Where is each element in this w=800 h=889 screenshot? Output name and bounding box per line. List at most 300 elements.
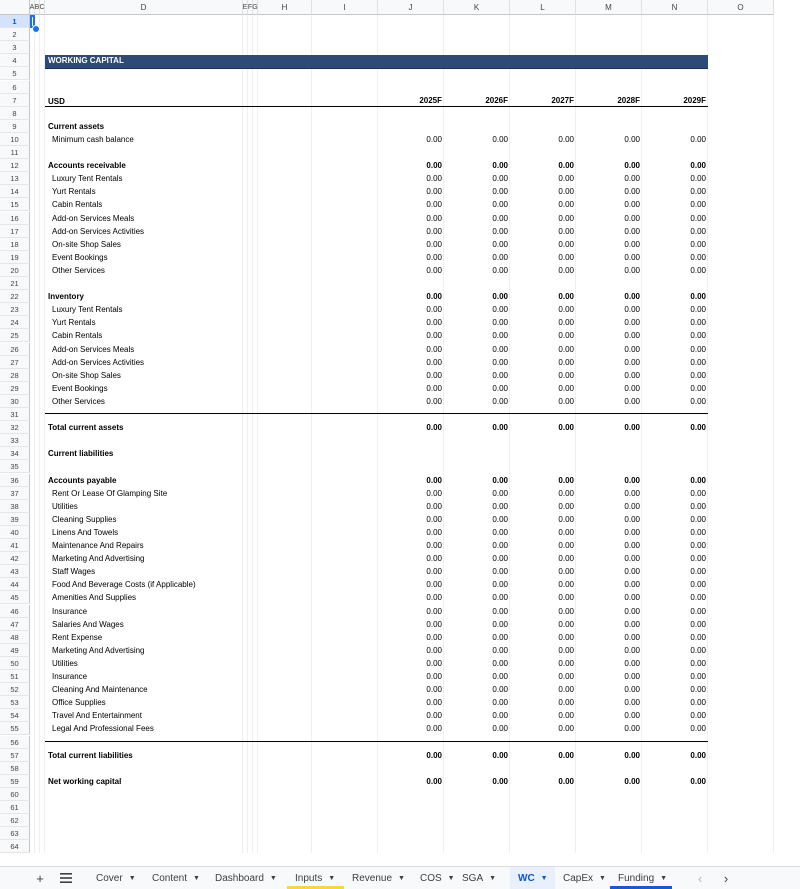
value-cell: 0.00 [690,580,706,590]
tab-funding[interactable] [610,867,672,889]
value-cell: 0.00 [492,645,508,655]
value-cell: 0.00 [426,488,442,498]
value-cell: 0.00 [624,200,640,210]
value-cell: 0.00 [624,488,640,498]
value-cell: 0.00 [690,698,706,708]
row-header-56[interactable]: 56 [0,736,30,749]
row-header-45[interactable]: 45 [0,591,30,604]
column-header-m[interactable]: M [576,0,642,15]
row-header-63[interactable]: 63 [0,827,30,840]
value-cell: 0.00 [426,698,442,708]
tab-cos[interactable] [412,867,454,889]
value-cell: 0.00 [624,305,640,315]
value-cell: 0.00 [624,213,640,223]
value-cell: 0.00 [426,672,442,681]
value-cell: 0.00 [624,239,640,249]
value-cell: 0.00 [690,685,706,695]
value-cell: 0.00 [492,776,508,786]
section-banner [45,55,708,69]
value-cell: 0.00 [558,580,574,590]
row-header-20[interactable]: 20 [0,264,30,277]
value-cell: 0.00 [690,672,706,681]
year-header: 2028F [617,95,640,105]
unit-label: USD [48,97,65,106]
caret-down-icon[interactable]: ▼ [599,874,606,882]
tab-label: Cover [96,872,123,884]
value-cell: 0.00 [492,567,508,577]
row-label: Marketing And Advertising [52,645,145,655]
value-cell: 0.00 [558,685,574,695]
row-label: Salaries And Wages [52,619,124,629]
value-cell: 0.00 [558,658,574,668]
gridline [257,15,258,853]
row-header-9[interactable]: 9 [0,120,30,133]
row-header-61[interactable]: 61 [0,801,30,814]
value-cell: 0.00 [492,475,508,485]
caret-down-icon[interactable]: ▼ [660,874,668,882]
row-label: Add-on Services Activities [52,357,145,367]
value-cell: 0.00 [558,632,574,642]
value-cell: 0.00 [690,619,706,629]
value-cell: 0.00 [624,292,640,302]
value-cell: 0.00 [690,331,706,341]
value-cell: 0.00 [558,475,574,485]
value-cell: 0.00 [558,606,574,616]
value-cell: 0.00 [624,174,640,184]
value-cell: 0.00 [426,161,442,171]
value-cell: 0.00 [690,606,706,616]
tab-label: Content [152,872,188,884]
row-header-39[interactable]: 39 [0,513,30,526]
value-cell: 0.00 [624,632,640,642]
column-header-h[interactable]: H [258,0,312,15]
row-header-47[interactable]: 47 [0,618,30,631]
value-cell: 0.00 [624,580,640,590]
column-header-n[interactable]: N [642,0,708,15]
row-header-31[interactable]: 31 [0,408,30,421]
row-label: Cleaning Supplies [52,514,117,524]
column-header-c[interactable]: C [40,0,45,15]
value-cell: 0.00 [690,501,706,511]
value-cell: 0.00 [558,488,574,498]
value-cell: 0.00 [624,698,640,708]
value-cell: 0.00 [426,632,442,642]
caret-down-icon[interactable]: ▼ [447,874,455,882]
all-sheets-button[interactable] [56,867,76,889]
tab-label: Funding [618,872,655,884]
value-cell: 0.00 [624,685,640,695]
value-cell: 0.00 [492,554,508,564]
value-cell: 0.00 [624,724,640,734]
scroll-tabs-right-button[interactable] [716,867,736,889]
tab-wc[interactable] [510,867,555,889]
value-cell: 0.00 [558,383,574,393]
value-cell: 0.00 [426,776,442,786]
value-cell: 0.00 [426,370,442,380]
tab-label: SGA [462,872,484,884]
value-cell: 0.00 [426,567,442,577]
caret-down-icon[interactable]: ▼ [193,874,200,882]
chevron-right-icon: › [723,870,729,886]
value-cell: 0.00 [690,357,706,367]
row-label: Total current assets [48,423,124,433]
gridline [509,15,510,853]
row-label: Current assets [48,121,105,131]
row-header-30[interactable]: 30 [0,395,30,408]
row-header-53[interactable]: 53 [0,696,30,709]
row-header-1[interactable]: 1 [0,15,30,28]
value-cell: 0.00 [492,174,508,184]
value-cell: 0.00 [690,541,706,550]
tab-inputs[interactable] [287,867,344,889]
row-label: Food And Beverage Costs (if Applicable) [52,580,196,590]
tab-content[interactable] [144,867,206,889]
value-cell: 0.00 [426,187,442,197]
row-header-17[interactable]: 17 [0,225,30,238]
value-cell: 0.00 [492,527,508,537]
value-cell: 0.00 [492,632,508,642]
row-header-48[interactable]: 48 [0,631,30,644]
value-cell: 0.00 [624,776,640,786]
value-cell: 0.00 [624,226,640,236]
value-cell: 0.00 [426,724,442,734]
total-rule [45,741,708,742]
value-cell: 0.00 [558,541,574,550]
gridline [39,15,40,853]
row-header-54[interactable]: 54 [0,709,30,722]
value-cell: 0.00 [624,658,640,668]
value-cell: 0.00 [426,541,442,550]
value-cell: 0.00 [690,645,706,655]
chevron-left-icon: ‹ [697,870,703,886]
row-label: Cabin Rentals [52,200,103,210]
value-cell: 0.00 [492,606,508,616]
row-header-49[interactable]: 49 [0,644,30,657]
select-all-corner[interactable] [0,0,30,15]
value-cell: 0.00 [624,619,640,629]
value-cell: 0.00 [690,475,706,485]
gridline [311,15,312,853]
row-label: Utilities [52,658,78,668]
value-cell: 0.00 [624,750,640,760]
value-cell: 0.00 [624,134,640,144]
row-header-6[interactable]: 6 [0,81,30,94]
value-cell: 0.00 [426,619,442,629]
value-cell: 0.00 [492,685,508,695]
gridline [34,15,35,853]
value-cell: 0.00 [492,698,508,708]
value-cell: 0.00 [558,213,574,223]
row-header-51[interactable]: 51 [0,670,30,683]
row-header-35[interactable]: 35 [0,460,30,473]
value-cell: 0.00 [426,685,442,695]
value-cell: 0.00 [558,252,574,262]
row-header-58[interactable]: 58 [0,762,30,775]
value-cell: 0.00 [690,239,706,249]
row-header-38[interactable]: 38 [0,500,30,513]
value-cell: 0.00 [690,226,706,236]
caret-down-icon[interactable]: ▼ [540,874,548,882]
row-label: Accounts receivable [48,161,126,171]
value-cell: 0.00 [558,370,574,380]
column-header-f[interactable]: F [248,0,253,15]
row-label: Luxury Tent Rentals [52,305,123,315]
value-cell: 0.00 [492,305,508,315]
value-cell: 0.00 [492,423,508,433]
row-header-23[interactable]: 23 [0,303,30,316]
value-cell: 0.00 [426,357,442,367]
value-cell: 0.00 [624,567,640,577]
fill-handle[interactable] [32,25,40,33]
row-header-29[interactable]: 29 [0,382,30,395]
total-rule [45,413,708,414]
row-label: Insurance [52,672,88,681]
value-cell: 0.00 [426,239,442,249]
row-label: On-site Shop Sales [52,239,121,249]
tab-label: COS [420,872,442,884]
value-cell: 0.00 [492,593,508,603]
row-label: Other Services [52,265,105,275]
tab-label: WC [518,872,535,884]
column-header-d[interactable]: D [45,0,243,15]
value-cell: 0.00 [426,593,442,603]
tab-sga[interactable] [454,867,500,889]
value-cell: 0.00 [492,318,508,328]
row-header-57[interactable]: 57 [0,749,30,762]
row-header-25[interactable]: 25 [0,329,30,342]
value-cell: 0.00 [624,161,640,171]
column-header-b[interactable]: B [35,0,40,15]
row-label: Utilities [52,501,78,511]
row-header-4[interactable]: 4 [0,54,30,67]
year-header: 2027F [551,95,574,105]
value-cell: 0.00 [558,593,574,603]
row-header-19[interactable]: 19 [0,251,30,264]
row-header-50[interactable]: 50 [0,657,30,670]
row-header-15[interactable]: 15 [0,198,30,211]
value-cell: 0.00 [492,357,508,367]
row-header-13[interactable]: 13 [0,172,30,185]
value-cell: 0.00 [492,134,508,144]
row-label: Rent Or Lease Of Glamping Site [52,488,168,498]
row-label: Event Bookings [52,383,108,393]
value-cell: 0.00 [690,200,706,210]
value-cell: 0.00 [426,344,442,354]
row-header-18[interactable]: 18 [0,238,30,251]
value-cell: 0.00 [492,658,508,668]
row-header-41[interactable]: 41 [0,539,30,552]
value-cell: 0.00 [690,750,706,760]
gridline [242,15,243,853]
value-cell: 0.00 [558,645,574,655]
value-cell: 0.00 [492,672,508,681]
value-cell: 0.00 [624,252,640,262]
value-cell: 0.00 [624,331,640,341]
row-header-43[interactable]: 43 [0,565,30,578]
column-header-l[interactable]: L [510,0,576,15]
tab-dashboard[interactable] [207,867,287,889]
tab-label: Revenue [352,872,393,884]
row-header-55[interactable]: 55 [0,722,30,735]
row-header-33[interactable]: 33 [0,434,30,447]
row-header-46[interactable]: 46 [0,605,30,618]
value-cell: 0.00 [426,501,442,511]
value-cell: 0.00 [690,370,706,380]
value-cell: 0.00 [558,344,574,354]
gridline [575,15,576,853]
gridline [641,15,642,853]
column-header-a[interactable]: A [30,0,35,15]
row-header-60[interactable]: 60 [0,788,30,801]
value-cell: 0.00 [426,423,442,433]
value-cell: 0.00 [492,514,508,524]
row-header-62[interactable]: 62 [0,814,30,827]
caret-down-icon[interactable]: ▼ [489,874,497,882]
row-header-37[interactable]: 37 [0,487,30,500]
row-label: On-site Shop Sales [52,370,121,380]
row-label: Luxury Tent Rentals [52,174,123,184]
value-cell: 0.00 [426,527,442,537]
row-label: Current liabilities [48,449,114,459]
row-header-11[interactable]: 11 [0,146,30,159]
row-label: Amenities And Supplies [52,593,137,603]
value-cell: 0.00 [492,370,508,380]
value-cell: 0.00 [558,501,574,511]
row-header-59[interactable]: 59 [0,775,30,788]
row-header-21[interactable]: 21 [0,277,30,290]
header-underline [45,106,708,107]
value-cell: 0.00 [558,554,574,564]
value-cell: 0.00 [492,200,508,210]
row-header-24[interactable]: 24 [0,316,30,329]
plus-icon: + [36,870,44,886]
value-cell: 0.00 [426,331,442,341]
value-cell: 0.00 [426,318,442,328]
row-header-16[interactable]: 16 [0,212,30,225]
value-cell: 0.00 [492,619,508,629]
value-cell: 0.00 [558,239,574,249]
column-header-k[interactable]: K [444,0,510,15]
column-header-i[interactable]: I [312,0,378,15]
row-label: Office Supplies [52,698,106,708]
value-cell: 0.00 [624,383,640,393]
row-header-36[interactable]: 36 [0,474,30,487]
value-cell: 0.00 [558,265,574,275]
value-cell: 0.00 [426,658,442,668]
column-header-o[interactable]: O [708,0,774,15]
row-header-28[interactable]: 28 [0,369,30,382]
value-cell: 0.00 [558,305,574,315]
value-cell: 0.00 [690,567,706,577]
value-cell: 0.00 [492,711,508,721]
caret-down-icon[interactable]: ▼ [328,874,336,882]
value-cell: 0.00 [492,541,508,550]
value-cell: 0.00 [426,514,442,524]
year-header: 2025F [419,95,442,105]
value-cell: 0.00 [492,724,508,734]
value-cell: 0.00 [690,554,706,564]
value-cell: 0.00 [558,527,574,537]
add-sheet-button[interactable] [30,867,50,889]
row-header-3[interactable]: 3 [0,41,30,54]
value-cell: 0.00 [492,213,508,223]
value-cell: 0.00 [492,331,508,341]
caret-down-icon[interactable]: ▼ [269,874,277,882]
value-cell: 0.00 [426,292,442,302]
row-header-8[interactable]: 8 [0,107,30,120]
row-label: Linens And Towels [52,527,119,537]
row-header-22[interactable]: 22 [0,290,30,303]
value-cell: 0.00 [558,750,574,760]
year-header: 2029F [683,95,706,105]
value-cell: 0.00 [558,318,574,328]
value-cell: 0.00 [558,161,574,171]
list-menu-icon [60,871,72,886]
row-header-32[interactable]: 32 [0,421,30,434]
row-header-14[interactable]: 14 [0,185,30,198]
row-header-34[interactable]: 34 [0,447,30,460]
row-header-7[interactable]: 7 [0,94,30,107]
tab-cover[interactable] [88,867,144,889]
row-label: Total current liabilities [48,750,133,760]
tab-revenue[interactable] [344,867,412,889]
value-cell: 0.00 [690,423,706,433]
value-cell: 0.00 [690,632,706,642]
row-header-2[interactable]: 2 [0,28,30,41]
row-header-42[interactable]: 42 [0,552,30,565]
caret-down-icon[interactable]: ▼ [128,874,136,882]
value-cell: 0.00 [492,501,508,511]
column-header-g[interactable]: G [253,0,258,15]
row-header-64[interactable]: 64 [0,840,30,853]
column-header-j[interactable]: J [378,0,444,15]
row-header-27[interactable]: 27 [0,356,30,369]
value-cell: 0.00 [690,174,706,184]
value-cell: 0.00 [426,200,442,210]
value-cell: 0.00 [558,514,574,524]
row-header-12[interactable]: 12 [0,159,30,172]
row-label: Minimum cash balance [52,134,134,144]
row-header-44[interactable]: 44 [0,578,30,591]
value-cell: 0.00 [690,724,706,734]
value-cell: 0.00 [624,344,640,354]
value-cell: 0.00 [690,187,706,197]
scroll-tabs-left-button[interactable] [690,867,710,889]
row-header-10[interactable]: 10 [0,133,30,146]
row-header-5[interactable]: 5 [0,67,30,80]
value-cell: 0.00 [624,475,640,485]
value-cell: 0.00 [426,750,442,760]
row-header-52[interactable]: 52 [0,683,30,696]
row-label: Cabin Rentals [52,331,103,341]
column-header-e[interactable]: E [243,0,248,15]
row-label: Staff Wages [52,567,96,577]
row-label: Insurance [52,606,88,616]
row-header-26[interactable]: 26 [0,343,30,356]
value-cell: 0.00 [690,265,706,275]
row-label: Event Bookings [52,252,108,262]
gridline [44,15,45,853]
section-title: WORKING CAPITAL [48,56,124,65]
value-cell: 0.00 [624,357,640,367]
caret-down-icon[interactable]: ▼ [398,874,405,882]
tab-capex[interactable] [555,867,610,889]
value-cell: 0.00 [426,396,442,406]
row-header-40[interactable]: 40 [0,526,30,539]
value-cell: 0.00 [558,134,574,144]
value-cell: 0.00 [558,672,574,681]
row-label: Add-on Services Meals [52,344,135,354]
